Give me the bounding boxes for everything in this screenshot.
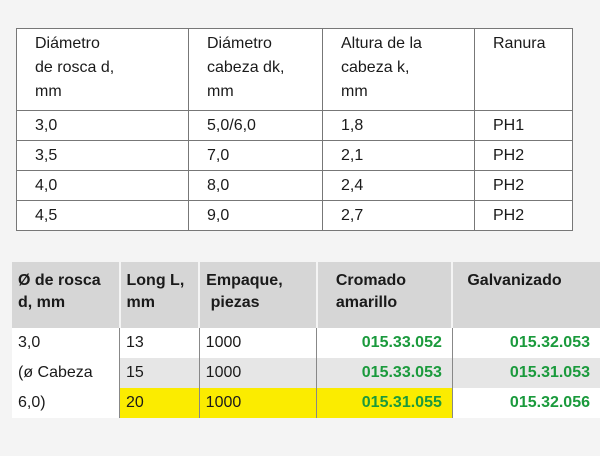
cell: 6,0) xyxy=(12,388,120,418)
cell: 15 xyxy=(120,358,200,388)
header-chrome-yellow: Cromado amarillo xyxy=(317,262,453,328)
header-head-diameter: Diámetro cabeza dk, mm xyxy=(189,29,323,111)
cell: 7,0 xyxy=(189,141,323,171)
table-row xyxy=(12,328,600,358)
order-codes-table xyxy=(12,262,600,418)
table-row xyxy=(12,388,600,418)
cell: 9,0 xyxy=(189,201,323,231)
cell: 2,1 xyxy=(323,141,475,171)
cell: 3,0 xyxy=(12,328,120,358)
article-code: 015.31.053 xyxy=(452,358,600,388)
header-pack: Empaque, piezas xyxy=(199,262,317,328)
cell: 1000 xyxy=(199,358,317,388)
spec-table-header-row xyxy=(17,29,573,111)
table-row xyxy=(17,171,573,201)
header-length: Long L, mm xyxy=(120,262,200,328)
cell: PH1 xyxy=(475,111,573,141)
article-code-highlighted: 015.31.055 xyxy=(317,388,453,418)
screw-spec-table xyxy=(16,28,573,231)
table-row xyxy=(17,201,573,231)
cell: 1000 xyxy=(199,328,317,358)
cell: PH2 xyxy=(475,171,573,201)
article-code: 015.33.053 xyxy=(317,358,453,388)
article-code: 015.32.056 xyxy=(452,388,600,418)
cell: 2,7 xyxy=(323,201,475,231)
cell-highlighted: 20 xyxy=(120,388,200,418)
order-table-header-row xyxy=(12,262,600,328)
cell: (ø Cabeza xyxy=(12,358,120,388)
cell: 1,8 xyxy=(323,111,475,141)
cell: 5,0/6,0 xyxy=(189,111,323,141)
header-thread-diameter: Diámetro de rosca d, mm xyxy=(17,29,189,111)
table-row xyxy=(17,111,573,141)
header-slot: Ranura xyxy=(475,29,573,111)
cell: PH2 xyxy=(475,201,573,231)
cell-highlighted: 1000 xyxy=(199,388,317,418)
header-head-height: Altura de la cabeza k, mm xyxy=(323,29,475,111)
cell: 13 xyxy=(120,328,200,358)
table-row xyxy=(17,141,573,171)
header-galvanized: Galvanizado xyxy=(452,262,600,328)
cell: 4,5 xyxy=(17,201,189,231)
header-thread: Ø de rosca d, mm xyxy=(12,262,120,328)
cell: 4,0 xyxy=(17,171,189,201)
article-code: 015.33.052 xyxy=(317,328,453,358)
cell: PH2 xyxy=(475,141,573,171)
table-row xyxy=(12,358,600,388)
cell: 3,0 xyxy=(17,111,189,141)
cell: 2,4 xyxy=(323,171,475,201)
cell: 8,0 xyxy=(189,171,323,201)
cell: 3,5 xyxy=(17,141,189,171)
article-code: 015.32.053 xyxy=(452,328,600,358)
